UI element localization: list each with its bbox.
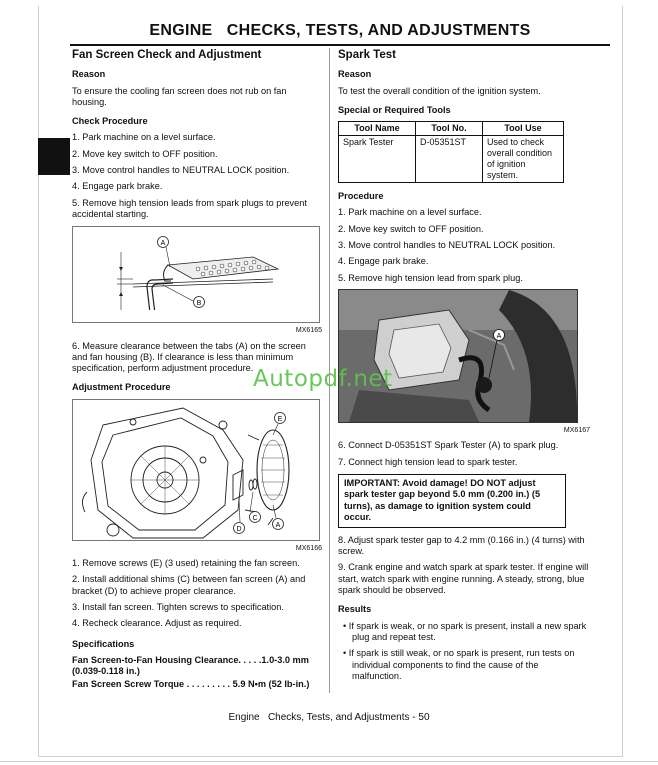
table-cell: Spark Tester [339, 136, 416, 183]
tools-table [338, 121, 564, 183]
right-reason-text: To test the overall condition of the ignition system. [338, 85, 541, 96]
figure-fan-housing [72, 399, 320, 541]
procedure-step: 3. Move control handles to NEUTRAL LOCK position. [338, 240, 556, 251]
tools-heading: Special or Required Tools [338, 104, 451, 115]
figure-spark-tester-photo [338, 289, 578, 423]
procedure-step: 6. Connect D-05351ST Spark Tester (A) to spark plug. [338, 440, 559, 451]
procedure-step: 8. Adjust spark tester gap to 4.2 mm (0.166 in.) (4 turns) with screw. [338, 534, 585, 557]
specifications-heading: Specifications [72, 638, 135, 649]
bottom-rule [0, 761, 658, 762]
procedure-steps [338, 207, 590, 283]
callout-d: D [236, 525, 242, 533]
right-reason-heading: Reason [338, 69, 372, 80]
procedure-step: 7. Connect high tension lead to spark tester. [338, 456, 518, 467]
check-steps [72, 132, 322, 220]
footer-title: Checks, Tests, and Adjustments [267, 712, 410, 723]
procedure-steps-2 [338, 440, 590, 468]
spec-clearance: Fan Screen-to-Fan Housing Clearance. . . . .1.0-3.0 mm (0.039-0.118 in.) [72, 654, 309, 677]
header-rule [70, 44, 610, 46]
table-header-row [339, 122, 564, 136]
procedure-steps-3 [338, 535, 590, 596]
callout-a: A [496, 332, 502, 340]
adjust-step: 2. Install additional shims (C) between fan screen (A) and bracket (D) to achieve proper clearance. [72, 574, 306, 596]
left-reason-text: To ensure the cooling fan screen does not rub on fan housing. [72, 85, 287, 107]
callout-a: A [275, 521, 281, 529]
footer-section: Engine [228, 712, 260, 723]
procedure-step: 5. Remove high tension lead from spark plug. [338, 272, 523, 283]
adjust-step: 4. Recheck clearance. Adjust as required. [72, 618, 242, 629]
procedure-heading: Procedure [338, 191, 384, 202]
check-step: 5. Remove high tension leads from spark plugs to prevent accidental starting. [72, 197, 307, 219]
check-step-6: 6. Measure clearance between the tabs (A) on the screen and fan housing (B). If clearance is less than minimum specification, perform adjustment procedure. [72, 340, 306, 374]
procedure-step: 9. Crank engine and watch spark at spark tester. If engine will start, watch spark with engine running. A steady, strong, blue spark should be observed. [338, 562, 589, 596]
page-footer [0, 712, 658, 723]
figure-id: MX6167 [563, 426, 590, 434]
fan-housing-illustration [73, 400, 319, 540]
adjustment-procedure-heading: Adjustment Procedure [72, 382, 171, 393]
header-section: ENGINE [149, 22, 213, 39]
table-header: Tool Name [339, 122, 416, 136]
header-title: CHECKS, TESTS, AND ADJUSTMENTS [226, 22, 531, 39]
callout-e: E [277, 415, 283, 423]
callout-b: B [196, 300, 202, 308]
procedure-step: 2. Move key switch to OFF position. [338, 223, 484, 234]
spark-tester-photo [339, 290, 577, 422]
check-procedure-heading: Check Procedure [72, 116, 148, 127]
page-number: - 50 [412, 712, 430, 723]
procedure-step: 1. Park machine on a level surface. [338, 207, 482, 218]
result-item: • If spark is weak, or no spark is present, install a new spark plug and repeat test. [343, 620, 587, 642]
check-step: 3. Move control handles to NEUTRAL LOCK position. [72, 165, 290, 176]
table-cell: Used to check overall condition of ignition system. [483, 136, 564, 183]
adjust-step: 3. Install fan screen. Tighten screws to specification. [72, 601, 284, 612]
page-header [70, 22, 610, 40]
watermark: Autopdf.net [253, 366, 393, 392]
important-notice: IMPORTANT: Avoid damage! DO NOT adjust spark tester gap beyond 5.0 mm (0.200 in.) (5 turns), as damage to ignition system could occur. [338, 474, 566, 528]
procedure-step: 4. Engage park brake. [338, 256, 429, 267]
figure-id: MX6166 [295, 544, 322, 552]
figure-id: MX6165 [295, 327, 322, 335]
adjust-steps [72, 558, 322, 629]
fan-screen-title: Fan Screen Check and Adjustment [72, 49, 262, 61]
clearance-illustration [73, 227, 319, 310]
spec-screw-torque: Fan Screen Screw Torque . . . . . . . . . 5.9 N•m (52 lb-in.) [72, 679, 310, 690]
callout-c: C [252, 514, 258, 522]
callout-a: A [160, 240, 166, 248]
spark-test-title: Spark Test [338, 49, 396, 61]
left-reason-heading: Reason [72, 69, 106, 80]
adjust-step: 1. Remove screws (E) (3 used) retaining the fan screen. [72, 558, 300, 569]
result-item: • If spark is still weak, or no spark is present, run tests on individual components to find the cause of the malfunction. [343, 648, 575, 681]
table-header: Tool No. [416, 122, 483, 136]
check-step: 4. Engage park brake. [72, 181, 163, 192]
table-header: Tool Use [483, 122, 564, 136]
table-cell: D-05351ST [416, 136, 483, 183]
results-list [338, 621, 590, 682]
figure-clearance [72, 226, 320, 323]
section-tab [38, 138, 70, 175]
check-step: 2. Move key switch to OFF position. [72, 148, 218, 159]
table-row [339, 136, 564, 183]
results-heading: Results [338, 604, 372, 615]
check-step: 1. Park machine on a level surface. [72, 132, 216, 143]
